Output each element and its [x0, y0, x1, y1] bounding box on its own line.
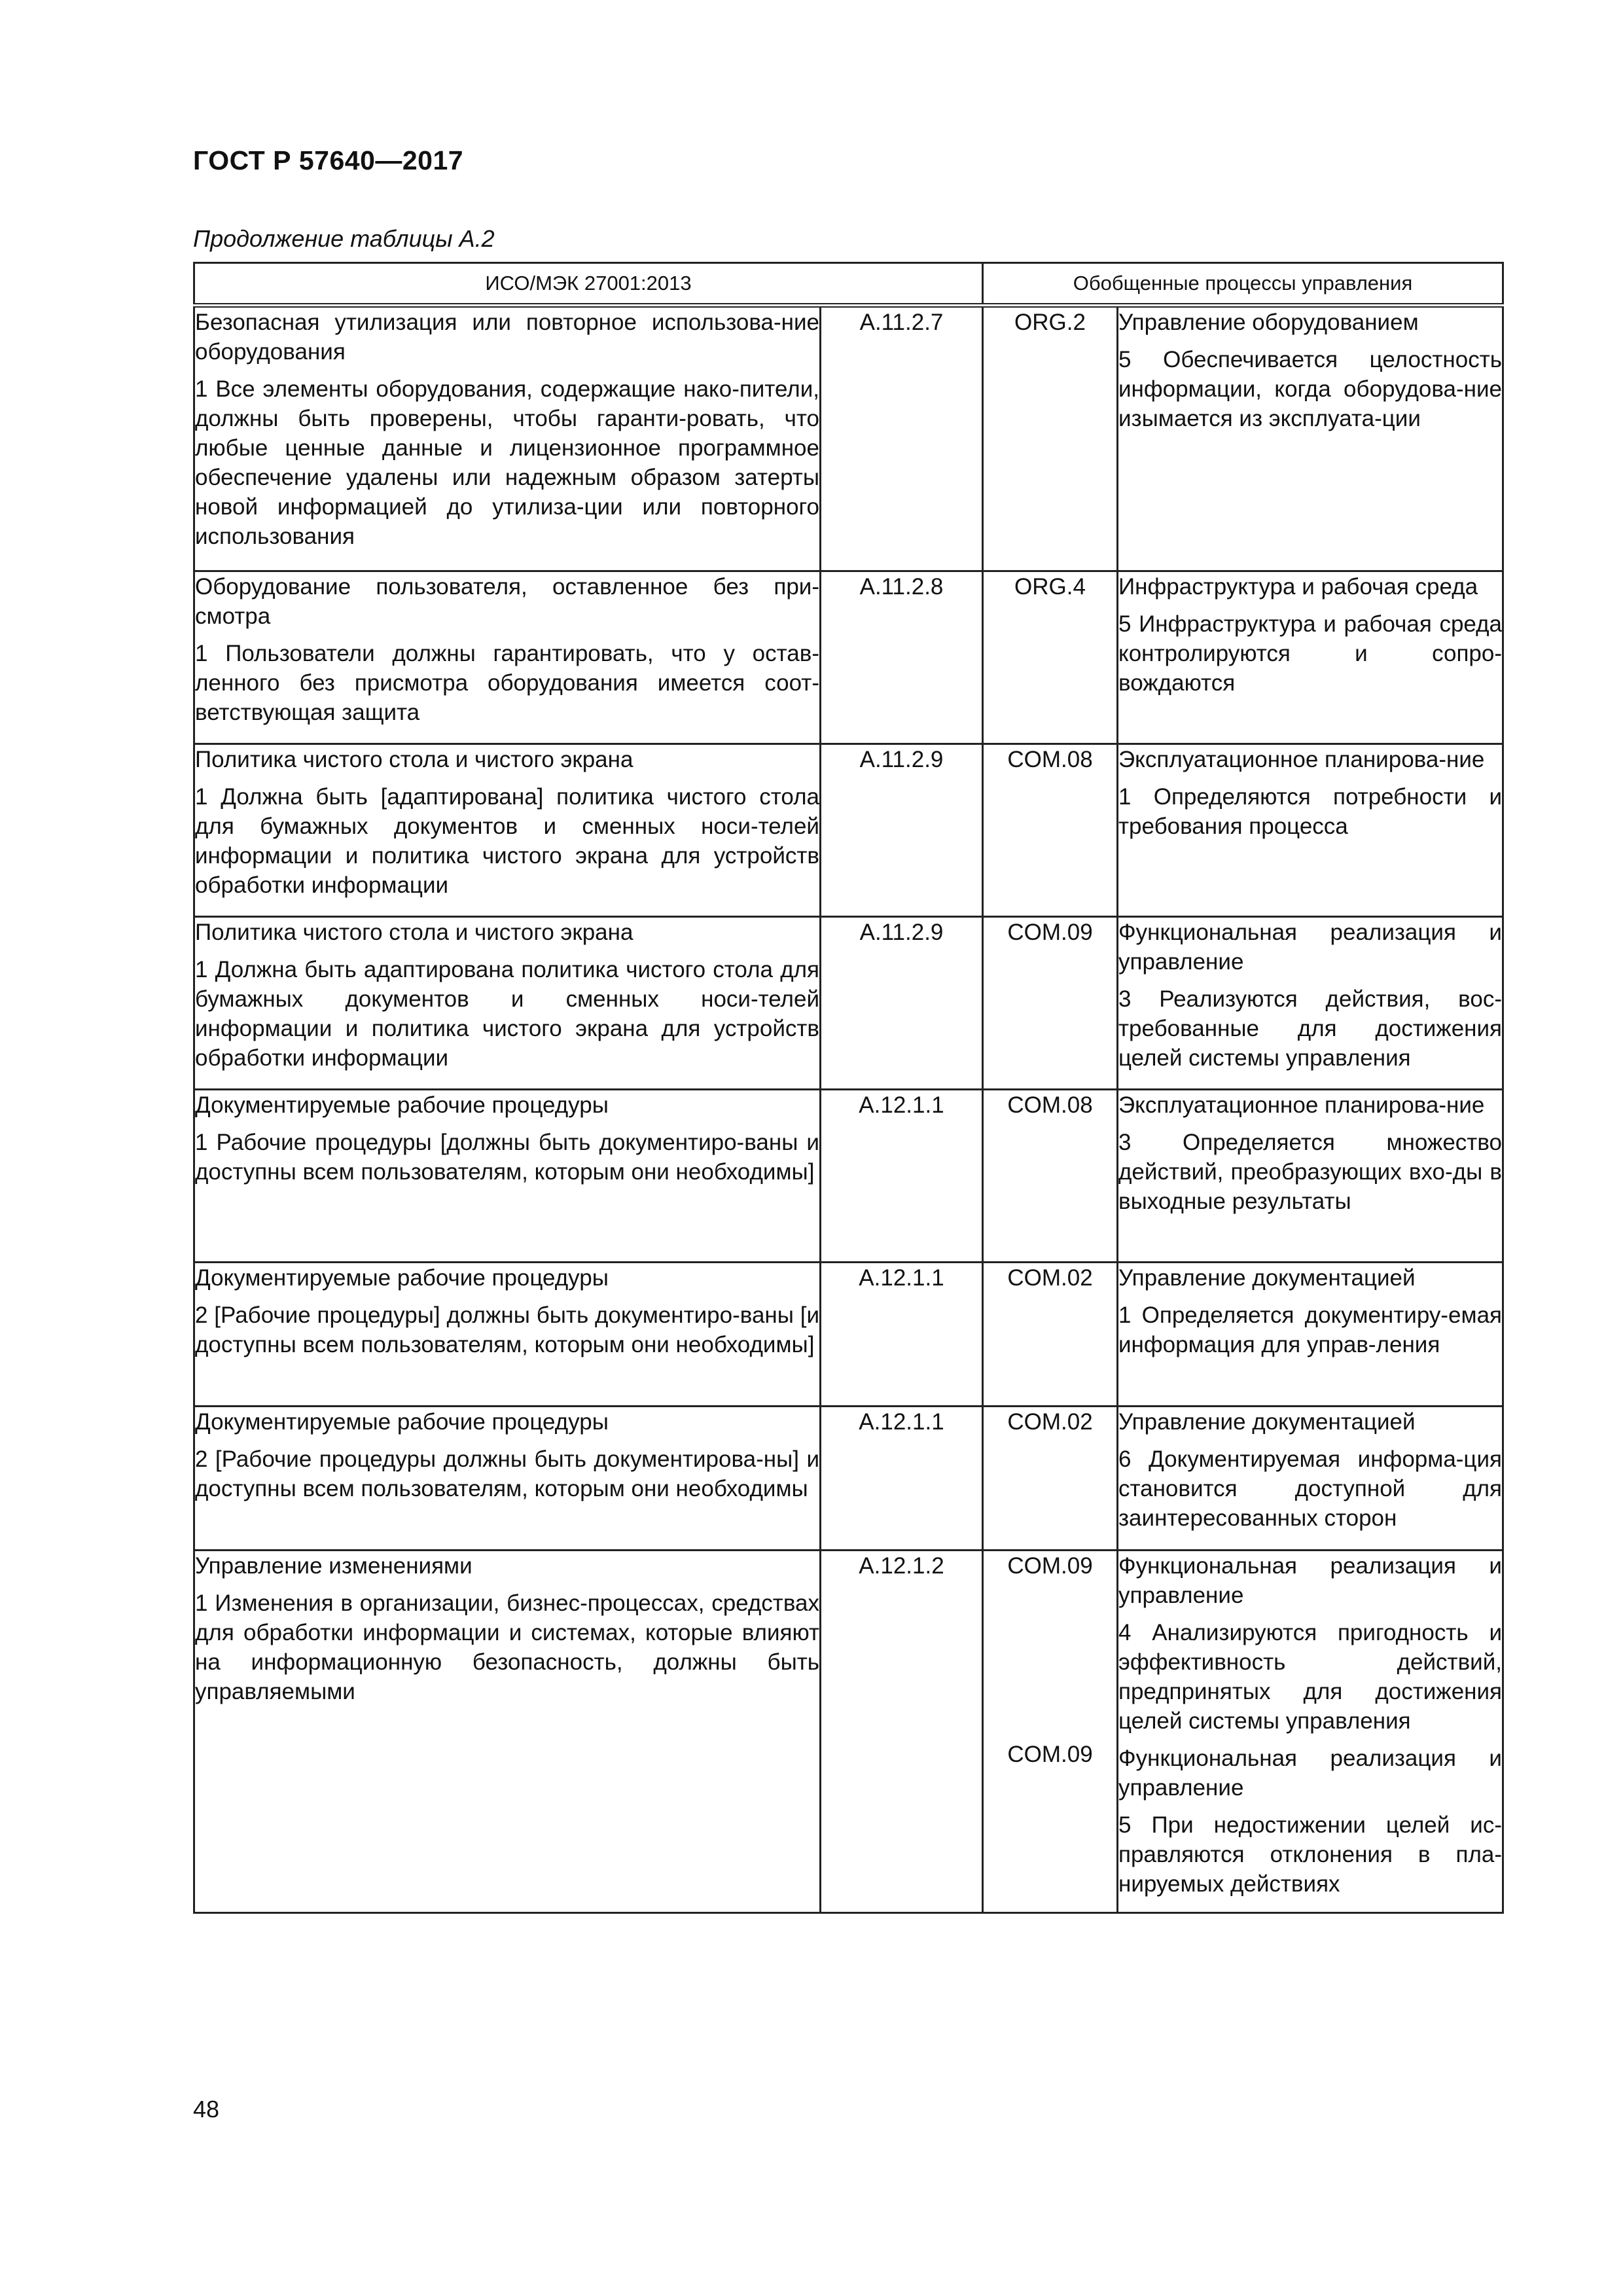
- control-number: A.12.1.2: [821, 1551, 983, 1913]
- requirement-text: 1 Все элементы оборудования, содержащие нако-пители, должны быть проверены, чтобы гаранти-ровать, что любые ценные данные и лицензионное программное обеспечение удалены или надежным образом затерты новой информацией до утилиза-ции или повторного использования: [195, 376, 819, 549]
- process-cell: [1118, 306, 1503, 571]
- process-cell: [1118, 1090, 1503, 1263]
- requirement-title: Оборудование пользователя, оставленное без при-смотра: [195, 574, 819, 629]
- process-cell: [1118, 571, 1503, 744]
- process-title: Функциональная реализация и управление: [1118, 1553, 1502, 1608]
- requirement-cell: [194, 1090, 821, 1263]
- table-row: [194, 1263, 1503, 1407]
- process-id: COM.08: [983, 1090, 1118, 1263]
- process-id-cell: [983, 1551, 1118, 1913]
- process-cell: [1118, 917, 1503, 1090]
- process-title: Управление документацией: [1118, 1265, 1416, 1291]
- control-number: A.11.2.8: [821, 571, 983, 744]
- process-title: Функциональная реализация и управление: [1118, 920, 1502, 975]
- process-title-second: Функциональная реализация и управление: [1118, 1746, 1502, 1801]
- table-row: [194, 917, 1503, 1090]
- process-text: 1 Определяется документиру-емая информация для управ-ления: [1118, 1302, 1502, 1357]
- requirement-title: Политика чистого стола и чистого экрана: [195, 747, 633, 772]
- requirement-text: 1 Рабочие процедуры [должны быть документиро-ваны и доступны всем пользователям, которым они необходимы]: [195, 1130, 819, 1185]
- process-title: Управление оборудованием: [1118, 310, 1419, 335]
- requirement-title: Управление изменениями: [195, 1553, 473, 1579]
- correspondence-table: [193, 262, 1504, 1914]
- process-cell: [1118, 1263, 1503, 1407]
- control-number: A.11.2.9: [821, 744, 983, 917]
- process-id-second: COM.09: [1007, 1742, 1093, 1767]
- table-row: [194, 744, 1503, 917]
- requirement-cell: [194, 1407, 821, 1551]
- requirement-text: 1 Должна быть [адаптирована] политика чистого стола для бумажных документов и сменных носи-телей информации и политика чистого экрана для устройств обработки информации: [195, 784, 819, 898]
- requirement-text: 1 Пользователи должны гарантировать, что у остав-ленного без присмотра оборудования имеется соот-ветствующая защита: [195, 641, 819, 725]
- header-processes: Обобщенные процессы управления: [983, 263, 1503, 306]
- process-id: COM.08: [983, 744, 1118, 917]
- process-id: COM.02: [983, 1407, 1118, 1551]
- requirement-title: Документируемые рабочие процедуры: [195, 1409, 609, 1435]
- process-id: ORG.4: [983, 571, 1118, 744]
- requirement-title: Документируемые рабочие процедуры: [195, 1265, 609, 1291]
- control-number: A.11.2.9: [821, 917, 983, 1090]
- process-title: Эксплуатационное планирова-ние: [1118, 747, 1485, 772]
- process-text: 1 Определяются потребности и требования процесса: [1118, 784, 1502, 839]
- process-title: Инфраструктура и рабочая среда: [1118, 574, 1478, 600]
- process-text: 3 Реализуются действия, вос-требованные для достижения целей системы управления: [1118, 986, 1502, 1071]
- table-row: [194, 1090, 1503, 1263]
- document-code: ГОСТ Р 57640—2017: [193, 145, 464, 175]
- process-text: 3 Определяется множество действий, преобразующих вхо-ды в выходные результаты: [1118, 1130, 1502, 1214]
- requirement-cell: [194, 744, 821, 917]
- process-text: 4 Анализируются пригодность и эффективность действий, предпринятых для достижения целей системы управления: [1118, 1620, 1502, 1734]
- requirement-cell: [194, 571, 821, 744]
- process-cell: [1118, 1551, 1503, 1913]
- table-row: [194, 571, 1503, 744]
- requirement-cell: [194, 917, 821, 1090]
- process-id: COM.02: [983, 1263, 1118, 1407]
- control-number: A.12.1.1: [821, 1407, 983, 1551]
- process-id: COM.09: [1007, 1553, 1093, 1579]
- table-header-row: [194, 263, 1503, 306]
- process-text: 5 Обеспечивается целостность информации, когда оборудова-ние изымается из эксплуата-ции: [1118, 347, 1502, 431]
- process-text: 6 Документируемая информа-ция становится доступной для заинтересованных сторон: [1118, 1446, 1502, 1531]
- process-text: 5 Инфраструктура и рабочая среда контролируются и сопро-вождаются: [1118, 611, 1502, 696]
- process-id: ORG.2: [983, 306, 1118, 571]
- process-cell: [1118, 744, 1503, 917]
- process-cell: [1118, 1407, 1503, 1551]
- table-row: [194, 1551, 1503, 1913]
- header-iso: ИСО/МЭК 27001:2013: [194, 263, 983, 306]
- requirement-cell: [194, 1263, 821, 1407]
- requirement-text: 2 [Рабочие процедуры] должны быть документиро-ваны [и доступны всем пользователям, которым они необходимы]: [195, 1302, 819, 1357]
- control-number: A.12.1.1: [821, 1263, 983, 1407]
- process-text-second: 5 При недостижении целей ис-правляются отклонения в пла-нируемых действиях: [1118, 1812, 1502, 1897]
- table-caption: Продолжение таблицы А.2: [193, 225, 495, 252]
- requirement-title: Политика чистого стола и чистого экрана: [195, 920, 633, 945]
- requirement-title: Безопасная утилизация или повторное использова-ние оборудования: [195, 310, 819, 365]
- requirement-text: 2 [Рабочие процедуры должны быть документирова-ны] и доступны всем пользователям, которым они необходимы: [195, 1446, 819, 1501]
- process-title: Эксплуатационное планирова-ние: [1118, 1092, 1485, 1118]
- requirement-cell: [194, 1551, 821, 1913]
- requirement-title: Документируемые рабочие процедуры: [195, 1092, 609, 1118]
- process-id: COM.09: [983, 917, 1118, 1090]
- requirement-cell: [194, 306, 821, 571]
- requirement-text: 1 Должна быть адаптирована политика чистого стола для бумажных документов и сменных носи-телей информации и политика чистого экрана для устройств обработки информации: [195, 957, 819, 1071]
- control-number: A.11.2.7: [821, 306, 983, 571]
- process-title: Управление документацией: [1118, 1409, 1416, 1435]
- control-number: A.12.1.1: [821, 1090, 983, 1263]
- table-row: [194, 1407, 1503, 1551]
- page-number: 48: [193, 2096, 220, 2123]
- table-row: [194, 306, 1503, 571]
- requirement-text: 1 Изменения в организации, бизнес-процессах, средствах для обработки информации и системах, которые влияют на информационную безопасность, должны быть управляемыми: [195, 1590, 819, 1704]
